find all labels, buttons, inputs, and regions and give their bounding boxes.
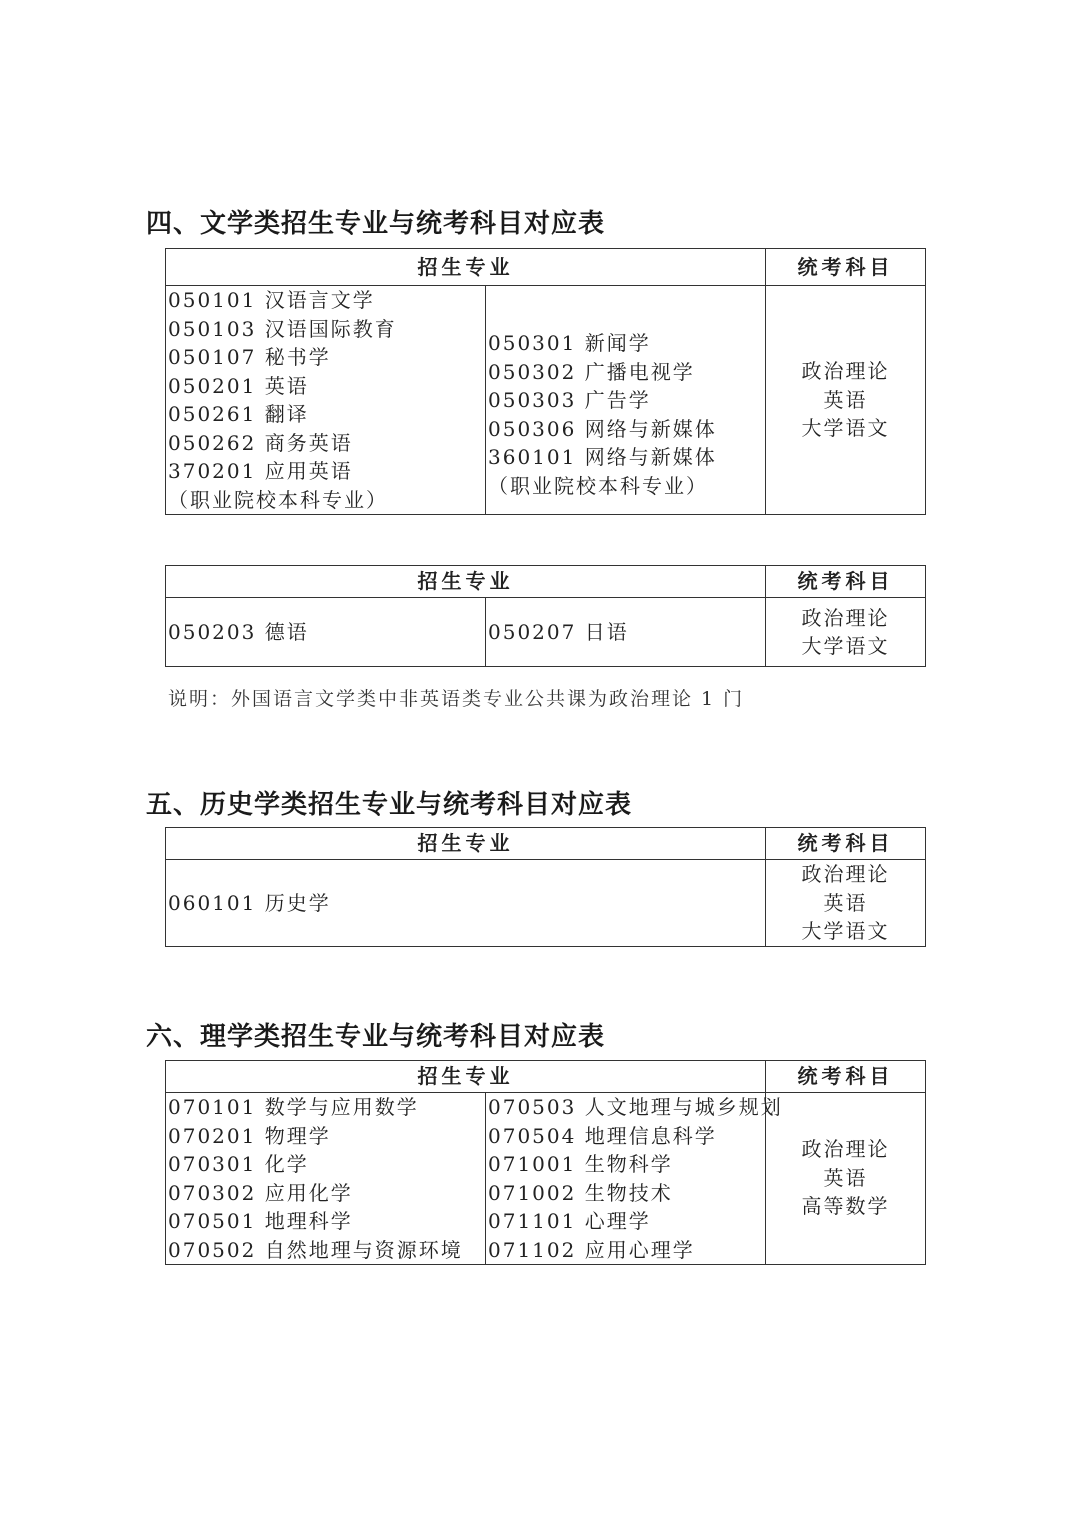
major-item: 050101 汉语言文学 [168,288,375,312]
header-major: 招生专业 [166,828,766,860]
major-list-col1 [166,286,486,515]
header-major: 招生专业 [166,249,766,286]
major-item: 070504 地理信息科学 [488,1123,717,1148]
header-subject: 统考科目 [766,566,926,598]
major-item: 050107 秘书学 [168,345,331,369]
major-item: 050203 德语 [166,598,486,667]
major-item: 060101 历史学 [166,860,766,947]
major-item: 050201 英语 [168,373,309,398]
major-item: 071102 应用心理学 [488,1237,695,1262]
header-major: 招生专业 [166,566,766,598]
major-item: 050103 汉语国际教育 [168,316,397,341]
literature-majors-table [165,248,926,515]
major-item: 050301 新闻学 [488,331,651,355]
subject-item: 大学语文 [801,634,890,658]
major-item: 370201 应用英语 [168,459,353,483]
subject-item: 大学语文 [801,919,890,943]
major-item: 070503 人文地理与城乡规划 [488,1095,783,1119]
major-item: 050261 翻译 [168,402,309,426]
subject-item: 大学语文 [801,416,890,441]
header-major: 招生专业 [166,1061,766,1093]
header-subject: 统考科目 [766,828,926,860]
exam-subjects [766,860,926,947]
major-item: 070302 应用化学 [168,1180,353,1205]
major-item-note: （职业院校本科专业） [168,487,388,512]
literature-foreign-language-table [165,565,926,667]
major-list-col1 [166,1093,486,1265]
major-item: 050262 商务英语 [168,430,353,455]
header-subject: 统考科目 [766,249,926,286]
history-majors-table [165,827,926,947]
major-item: 070101 数学与应用数学 [168,1095,419,1119]
major-item: 071002 生物技术 [488,1180,673,1205]
major-list-col2 [486,286,766,515]
major-item: 050302 广播电视学 [488,359,695,384]
subject-item: 政治理论 [801,359,890,384]
note-text: 说明：外国语言文学类中非英语类专业公共课为政治理论 1 门 [168,688,745,710]
major-item-note: （职业院校本科专业） [488,473,708,498]
exam-subjects [766,1093,926,1265]
major-item: 050306 网络与新媒体 [488,416,717,441]
header-subject: 统考科目 [766,1061,926,1093]
subject-item: 高等数学 [801,1194,890,1218]
section-title-science: 六、理学类招生专业与统考科目对应表 [146,1022,606,1052]
major-item: 050207 日语 [486,598,766,667]
major-item: 360101 网络与新媒体 [488,445,717,469]
major-item: 050303 广告学 [488,388,651,412]
science-majors-table [165,1060,926,1265]
subject-item: 政治理论 [801,862,890,886]
major-item: 071001 生物科学 [488,1152,673,1176]
major-item: 070501 地理科学 [168,1209,353,1233]
major-item: 071101 心理学 [488,1209,651,1233]
major-list-col2 [486,1093,783,1265]
section-title-history: 五、历史学类招生专业与统考科目对应表 [146,790,633,820]
major-item: 070201 物理学 [168,1123,331,1148]
exam-subjects [766,598,926,667]
section-title-literature: 四、文学类招生专业与统考科目对应表 [146,209,606,239]
subject-item: 英语 [823,387,868,412]
subject-item: 政治理论 [801,1137,890,1161]
subject-item: 英语 [823,890,868,915]
exam-subjects [766,286,926,515]
subject-item: 英语 [823,1165,868,1190]
subject-item: 政治理论 [801,605,890,630]
major-item: 070502 自然地理与资源环境 [168,1237,463,1262]
major-item: 070301 化学 [168,1152,309,1176]
